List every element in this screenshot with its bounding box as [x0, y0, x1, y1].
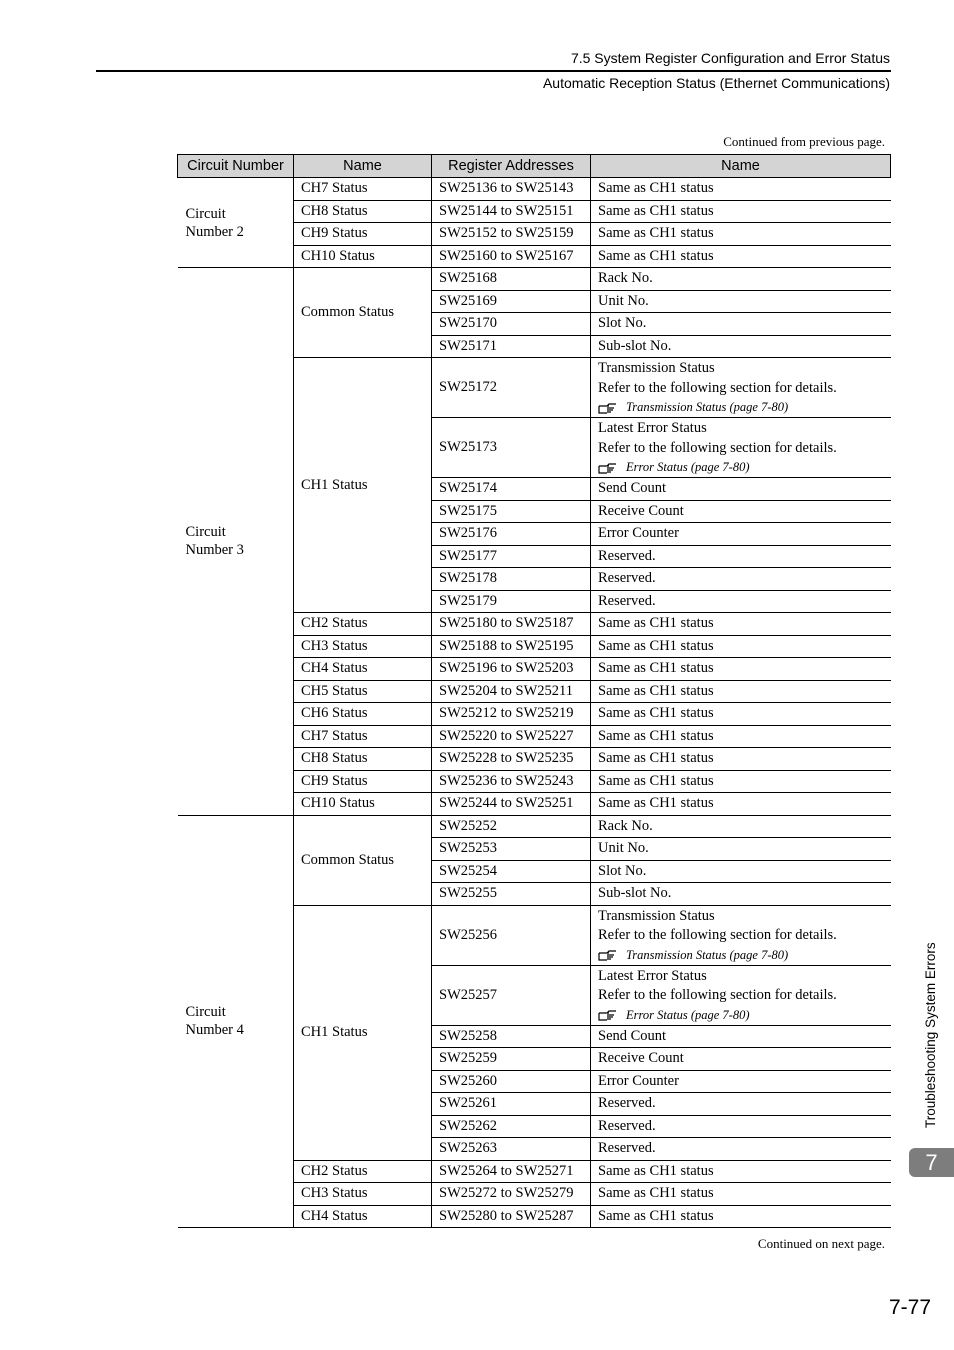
register-address: SW25257 — [432, 965, 591, 1025]
status-name: CH2 Status — [294, 613, 432, 636]
register-address: SW25258 — [432, 1025, 591, 1048]
register-address: SW25204 to SW25211 — [432, 680, 591, 703]
register-address: SW25259 — [432, 1048, 591, 1071]
register-address: SW25172 — [432, 358, 591, 418]
status-name: CH1 Status — [294, 358, 432, 613]
register-address: SW25169 — [432, 290, 591, 313]
pointing-hand-icon — [598, 401, 618, 414]
status-name: CH3 Status — [294, 1183, 432, 1206]
status-name: CH1 Status — [294, 905, 432, 1160]
description: Same as CH1 status — [591, 613, 891, 636]
register-address: SW25244 to SW25251 — [432, 793, 591, 816]
description: Rack No. — [591, 815, 891, 838]
status-name: CH10 Status — [294, 245, 432, 268]
description: Reserved. — [591, 590, 891, 613]
register-address: SW25171 — [432, 335, 591, 358]
description: Same as CH1 status — [591, 178, 891, 201]
description: Same as CH1 status — [591, 770, 891, 793]
register-address: SW25196 to SW25203 — [432, 658, 591, 681]
pointing-hand-icon — [598, 1008, 618, 1021]
register-address: SW25255 — [432, 883, 591, 906]
register-address: SW25173 — [432, 418, 591, 478]
description — [591, 905, 891, 965]
register-address: SW25253 — [432, 838, 591, 861]
status-name: CH7 Status — [294, 725, 432, 748]
status-title: Transmission Status — [598, 360, 715, 376]
circuit-number-label: Circuit Number 2 — [185, 205, 244, 240]
register-address: SW25220 to SW25227 — [432, 725, 591, 748]
status-name: Common Status — [294, 268, 432, 358]
register-address: SW25280 to SW25287 — [432, 1205, 591, 1228]
status-title: Latest Error Status — [598, 420, 707, 436]
reference-link-text[interactable]: Transmission Status (page 7-80) — [626, 947, 789, 962]
register-address: SW25236 to SW25243 — [432, 770, 591, 793]
header-register-addresses: Register Addresses — [432, 155, 591, 178]
details-note: Refer to the following section for details. — [598, 439, 837, 456]
description: Sub-slot No. — [591, 335, 891, 358]
register-address: SW25152 to SW25159 — [432, 223, 591, 246]
description: Slot No. — [591, 313, 891, 336]
status-name: CH4 Status — [294, 1205, 432, 1228]
description: Reserved. — [591, 1115, 891, 1138]
pointing-hand-icon — [598, 948, 618, 961]
reference-link[interactable] — [598, 398, 891, 416]
status-name: CH8 Status — [294, 200, 432, 223]
description: Same as CH1 status — [591, 703, 891, 726]
register-address: SW25254 — [432, 860, 591, 883]
circuit-number-label: Circuit Number 3 — [185, 524, 244, 559]
description: Same as CH1 status — [591, 1205, 891, 1228]
pointing-hand-icon — [598, 461, 618, 474]
table-header-row — [178, 155, 891, 178]
description: Send Count — [591, 478, 891, 501]
header-rule — [96, 70, 891, 72]
description: Reserved. — [591, 568, 891, 591]
continued-from-note: Continued from previous page. — [723, 134, 885, 149]
description: Unit No. — [591, 838, 891, 861]
register-address: SW25180 to SW25187 — [432, 613, 591, 636]
reference-link[interactable] — [598, 1006, 891, 1024]
header-circuit-number: Circuit Number — [178, 155, 294, 178]
description — [591, 418, 891, 478]
description: Error Counter — [591, 523, 891, 546]
description: Same as CH1 status — [591, 1183, 891, 1206]
register-address: SW25188 to SW25195 — [432, 635, 591, 658]
reference-link-text[interactable]: Error Status (page 7-80) — [626, 1007, 750, 1022]
status-name: CH2 Status — [294, 1160, 432, 1183]
header-name: Name — [294, 155, 432, 178]
status-name: CH4 Status — [294, 658, 432, 681]
circuit-number-cell — [178, 268, 294, 816]
details-note: Refer to the following section for details. — [598, 379, 837, 396]
header-description: Name — [591, 155, 891, 178]
register-address: SW25264 to SW25271 — [432, 1160, 591, 1183]
details-note: Refer to the following section for details. — [598, 927, 837, 943]
register-address: SW25263 — [432, 1138, 591, 1161]
status-title: Transmission Status — [598, 907, 715, 924]
register-address: SW25160 to SW25167 — [432, 245, 591, 268]
register-address: SW25212 to SW25219 — [432, 703, 591, 726]
chapter-side-title: Troubleshooting System Errors — [923, 942, 938, 1128]
description: Sub-slot No. — [591, 883, 891, 906]
description: Reserved. — [591, 1093, 891, 1116]
register-address: SW25262 — [432, 1115, 591, 1138]
register-address: SW25175 — [432, 500, 591, 523]
description: Error Counter — [591, 1070, 891, 1093]
status-name: CH9 Status — [294, 770, 432, 793]
section-header: 7.5 System Register Configuration and Error Status — [570, 50, 890, 66]
status-name: CH8 Status — [294, 748, 432, 771]
description: Same as CH1 status — [591, 245, 891, 268]
description: Reserved. — [591, 1138, 891, 1161]
description: Same as CH1 status — [591, 793, 891, 816]
description: Same as CH1 status — [591, 200, 891, 223]
reference-link-text[interactable]: Transmission Status (page 7-80) — [626, 400, 789, 414]
chapter-tab: 7 — [909, 1148, 954, 1177]
register-address: SW25144 to SW25151 — [432, 200, 591, 223]
description: Same as CH1 status — [591, 658, 891, 681]
details-note: Refer to the following section for details. — [598, 987, 837, 1003]
register-address: SW25174 — [432, 478, 591, 501]
subsection-header: Automatic Reception Status (Ethernet Communications) — [542, 75, 890, 91]
continued-next-note: Continued on next page. — [757, 1236, 885, 1251]
circuit-number-cell — [178, 178, 294, 268]
description: Same as CH1 status — [591, 680, 891, 703]
status-name: Common Status — [294, 815, 432, 905]
register-address: SW25272 to SW25279 — [432, 1183, 591, 1206]
description: Same as CH1 status — [591, 748, 891, 771]
reference-link[interactable] — [598, 946, 891, 964]
description: Send Count — [591, 1025, 891, 1048]
table-row — [178, 178, 891, 201]
status-name: CH6 Status — [294, 703, 432, 726]
description: Same as CH1 status — [591, 223, 891, 246]
description: Receive Count — [591, 1048, 891, 1071]
register-address: SW25136 to SW25143 — [432, 178, 591, 201]
description — [591, 965, 891, 1025]
circuit-number-cell — [178, 815, 294, 1228]
register-address: SW25177 — [432, 545, 591, 568]
register-address: SW25252 — [432, 815, 591, 838]
status-title: Latest Error Status — [598, 967, 707, 984]
register-address: SW25168 — [432, 268, 591, 291]
status-name: CH3 Status — [294, 635, 432, 658]
register-address: SW25256 — [432, 905, 591, 965]
description: Unit No. — [591, 290, 891, 313]
status-name: CH7 Status — [294, 178, 432, 201]
register-address: SW25260 — [432, 1070, 591, 1093]
description — [591, 358, 891, 418]
register-address: SW25178 — [432, 568, 591, 591]
reference-link-text[interactable]: Error Status (page 7-80) — [626, 460, 750, 474]
table-row — [178, 268, 891, 291]
register-address: SW25261 — [432, 1093, 591, 1116]
circuit-number-label: Circuit Number 4 — [185, 1004, 244, 1039]
status-name: CH10 Status — [294, 793, 432, 816]
description: Rack No. — [591, 268, 891, 291]
description: Receive Count — [591, 500, 891, 523]
register-address: SW25176 — [432, 523, 591, 546]
status-name: CH5 Status — [294, 680, 432, 703]
table-row — [178, 815, 891, 838]
register-address: SW25179 — [432, 590, 591, 613]
reference-link[interactable] — [598, 458, 891, 476]
page-number: 7-77 — [888, 1296, 931, 1319]
description: Same as CH1 status — [591, 725, 891, 748]
description: Reserved. — [591, 545, 891, 568]
register-address: SW25228 to SW25235 — [432, 748, 591, 771]
status-name: CH9 Status — [294, 223, 432, 246]
register-table — [177, 154, 891, 1228]
description: Same as CH1 status — [591, 635, 891, 658]
description: Slot No. — [591, 860, 891, 883]
description: Same as CH1 status — [591, 1160, 891, 1183]
register-address: SW25170 — [432, 313, 591, 336]
